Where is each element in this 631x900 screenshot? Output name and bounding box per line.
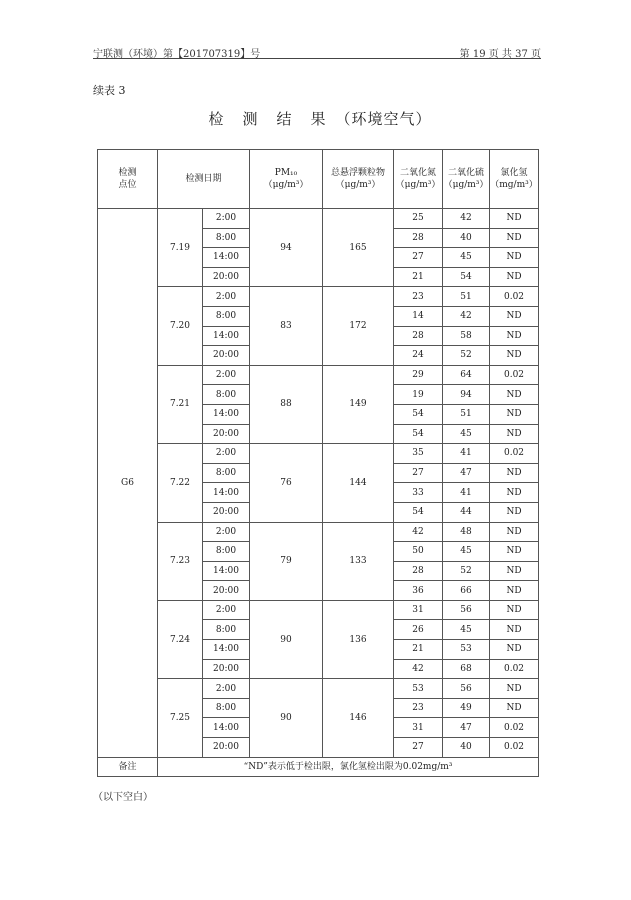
time-cell: 2:00 <box>203 679 250 699</box>
cl2-cell: ND <box>490 424 539 444</box>
table-row <box>98 444 539 464</box>
time-cell: 20:00 <box>203 659 250 679</box>
so2-cell: 45 <box>443 620 490 640</box>
cl2-cell: ND <box>490 463 539 483</box>
table-row <box>98 365 539 385</box>
cl2-cell: ND <box>490 679 539 699</box>
cl2-cell: ND <box>490 542 539 562</box>
date-cell: 7.20 <box>158 287 203 365</box>
time-cell: 20:00 <box>203 738 250 758</box>
pm10-cell: 76 <box>250 444 323 522</box>
end-note: （以下空白） <box>93 792 153 803</box>
time-cell: 8:00 <box>203 542 250 562</box>
no2-cell: 21 <box>394 640 443 660</box>
so2-cell: 45 <box>443 542 490 562</box>
no2-cell: 23 <box>394 287 443 307</box>
no2-cell: 54 <box>394 424 443 444</box>
cl2-cell: ND <box>490 581 539 601</box>
so2-cell: 49 <box>443 698 490 718</box>
no2-cell: 28 <box>394 561 443 581</box>
so2-cell: 40 <box>443 738 490 758</box>
so2-cell: 48 <box>443 522 490 542</box>
table-row <box>98 600 539 620</box>
header-tsp: 总悬浮颗粒物 （μg/m³） <box>323 150 394 209</box>
no2-cell: 24 <box>394 346 443 366</box>
no2-cell: 35 <box>394 444 443 464</box>
no2-cell: 27 <box>394 738 443 758</box>
cl2-cell: ND <box>490 385 539 405</box>
so2-cell: 51 <box>443 404 490 424</box>
cl2-cell: ND <box>490 248 539 268</box>
time-cell: 8:00 <box>203 306 250 326</box>
time-cell: 8:00 <box>203 463 250 483</box>
no2-cell: 27 <box>394 248 443 268</box>
pm10-cell: 90 <box>250 679 323 757</box>
time-cell: 20:00 <box>203 581 250 601</box>
page-title <box>0 108 631 129</box>
cl2-cell: 0.02 <box>490 659 539 679</box>
table-row <box>98 209 539 229</box>
no2-cell: 25 <box>394 209 443 229</box>
time-cell: 2:00 <box>203 209 250 229</box>
so2-cell: 52 <box>443 346 490 366</box>
time-cell: 14:00 <box>203 483 250 503</box>
cl2-cell: ND <box>490 698 539 718</box>
so2-cell: 52 <box>443 561 490 581</box>
date-cell: 7.24 <box>158 600 203 678</box>
time-cell: 14:00 <box>203 561 250 581</box>
no2-cell: 53 <box>394 679 443 699</box>
time-cell: 8:00 <box>203 620 250 640</box>
cl2-cell: ND <box>490 561 539 581</box>
no2-cell: 23 <box>394 698 443 718</box>
report-number: 宁联测（环境）第【201707319】号 <box>93 49 261 60</box>
so2-cell: 41 <box>443 444 490 464</box>
so2-cell: 47 <box>443 463 490 483</box>
pm10-cell: 79 <box>250 522 323 600</box>
header-rule <box>93 58 541 59</box>
so2-cell: 68 <box>443 659 490 679</box>
time-cell: 2:00 <box>203 522 250 542</box>
remark-label: 备注 <box>98 757 158 776</box>
no2-cell: 54 <box>394 502 443 522</box>
time-cell: 14:00 <box>203 718 250 738</box>
no2-cell: 28 <box>394 228 443 248</box>
point-cell: G6 <box>98 209 158 758</box>
so2-cell: 94 <box>443 385 490 405</box>
remark-row <box>98 757 539 776</box>
cl2-cell: ND <box>490 209 539 229</box>
time-cell: 2:00 <box>203 444 250 464</box>
table-row <box>98 679 539 699</box>
so2-cell: 54 <box>443 267 490 287</box>
header-cl2: 氯化氢 （mg/m³） <box>490 150 539 209</box>
no2-cell: 33 <box>394 483 443 503</box>
no2-cell: 42 <box>394 659 443 679</box>
cl2-cell: ND <box>490 502 539 522</box>
results-table <box>97 149 539 777</box>
title-char: 检 <box>208 110 225 128</box>
date-cell: 7.23 <box>158 522 203 600</box>
time-cell: 20:00 <box>203 267 250 287</box>
cl2-cell: ND <box>490 620 539 640</box>
page-header <box>93 42 541 60</box>
no2-cell: 26 <box>394 620 443 640</box>
so2-cell: 47 <box>443 718 490 738</box>
so2-cell: 41 <box>443 483 490 503</box>
time-cell: 2:00 <box>203 365 250 385</box>
so2-cell: 42 <box>443 209 490 229</box>
cl2-cell: ND <box>490 306 539 326</box>
cl2-cell: 0.02 <box>490 365 539 385</box>
so2-cell: 56 <box>443 600 490 620</box>
table-row <box>98 522 539 542</box>
tsp-cell: 144 <box>323 444 394 522</box>
cl2-cell: ND <box>490 522 539 542</box>
pm10-cell: 94 <box>250 209 323 287</box>
tsp-cell: 133 <box>323 522 394 600</box>
date-cell: 7.25 <box>158 679 203 757</box>
no2-cell: 19 <box>394 385 443 405</box>
tsp-cell: 165 <box>323 209 394 287</box>
cl2-cell: 0.02 <box>490 718 539 738</box>
cl2-cell: ND <box>490 404 539 424</box>
tsp-cell: 146 <box>323 679 394 757</box>
cl2-cell: 0.02 <box>490 738 539 758</box>
so2-cell: 44 <box>443 502 490 522</box>
pm10-cell: 88 <box>250 365 323 443</box>
cl2-cell: 0.02 <box>490 444 539 464</box>
no2-cell: 28 <box>394 326 443 346</box>
tsp-cell: 136 <box>323 600 394 678</box>
so2-cell: 45 <box>443 424 490 444</box>
so2-cell: 64 <box>443 365 490 385</box>
no2-cell: 36 <box>394 581 443 601</box>
no2-cell: 31 <box>394 718 443 738</box>
so2-cell: 66 <box>443 581 490 601</box>
cl2-cell: ND <box>490 640 539 660</box>
so2-cell: 40 <box>443 228 490 248</box>
time-cell: 2:00 <box>203 600 250 620</box>
pm10-cell: 83 <box>250 287 323 365</box>
cl2-cell: ND <box>490 326 539 346</box>
time-cell: 14:00 <box>203 404 250 424</box>
tsp-cell: 149 <box>323 365 394 443</box>
no2-cell: 50 <box>394 542 443 562</box>
so2-cell: 51 <box>443 287 490 307</box>
cl2-cell: ND <box>490 228 539 248</box>
remark-text: “ND”表示低于检出限，氯化氢检出限为0.02mg/m³ <box>158 757 539 776</box>
time-cell: 14:00 <box>203 326 250 346</box>
table-header-row <box>98 150 539 209</box>
no2-cell: 29 <box>394 365 443 385</box>
table-continuation-label: 续表 3 <box>93 84 126 97</box>
header-pm10: PM₁₀ （μg/m³） <box>250 150 323 209</box>
title-suffix: （环境空气） <box>335 110 432 128</box>
no2-cell: 27 <box>394 463 443 483</box>
table-body <box>98 209 539 758</box>
time-cell: 8:00 <box>203 698 250 718</box>
so2-cell: 42 <box>443 306 490 326</box>
no2-cell: 21 <box>394 267 443 287</box>
header-point: 检测 点位 <box>98 150 158 209</box>
so2-cell: 53 <box>443 640 490 660</box>
date-cell: 7.22 <box>158 444 203 522</box>
page-number: 第 19 页 共 37 页 <box>459 49 541 60</box>
cl2-cell: ND <box>490 267 539 287</box>
date-cell: 7.19 <box>158 209 203 287</box>
header-no2: 二氧化氮 （μg/m³） <box>394 150 443 209</box>
so2-cell: 45 <box>443 248 490 268</box>
cl2-cell: ND <box>490 483 539 503</box>
date-cell: 7.21 <box>158 365 203 443</box>
cl2-cell: ND <box>490 346 539 366</box>
no2-cell: 54 <box>394 404 443 424</box>
header-date: 检测日期 <box>158 150 250 209</box>
title-char: 测 <box>242 110 259 128</box>
time-cell: 14:00 <box>203 248 250 268</box>
cl2-cell: 0.02 <box>490 287 539 307</box>
no2-cell: 14 <box>394 306 443 326</box>
title-char: 结 <box>276 110 293 128</box>
header-so2: 二氧化硫 （μg/m³） <box>443 150 490 209</box>
so2-cell: 56 <box>443 679 490 699</box>
time-cell: 8:00 <box>203 228 250 248</box>
time-cell: 20:00 <box>203 502 250 522</box>
so2-cell: 58 <box>443 326 490 346</box>
tsp-cell: 172 <box>323 287 394 365</box>
time-cell: 20:00 <box>203 346 250 366</box>
title-char: 果 <box>310 110 327 128</box>
time-cell: 14:00 <box>203 640 250 660</box>
time-cell: 20:00 <box>203 424 250 444</box>
table-row <box>98 287 539 307</box>
no2-cell: 31 <box>394 600 443 620</box>
time-cell: 8:00 <box>203 385 250 405</box>
time-cell: 2:00 <box>203 287 250 307</box>
pm10-cell: 90 <box>250 600 323 678</box>
cl2-cell: ND <box>490 600 539 620</box>
no2-cell: 42 <box>394 522 443 542</box>
